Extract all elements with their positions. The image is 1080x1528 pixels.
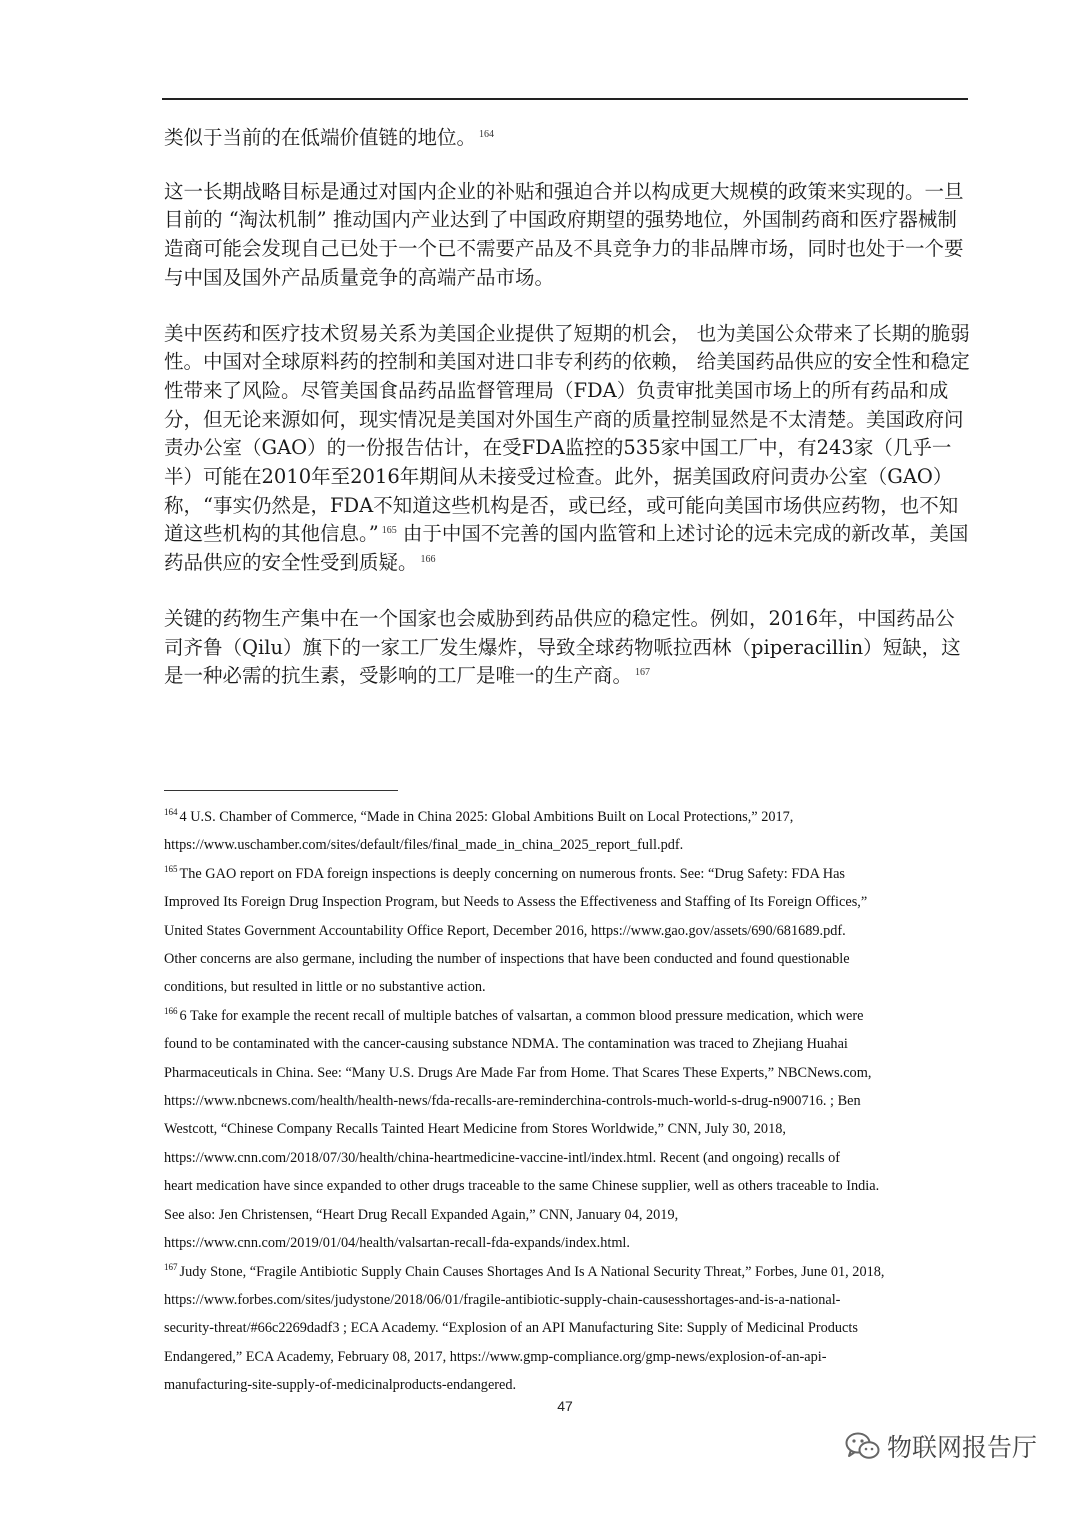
footnote-line	[164, 1201, 976, 1229]
footnote-line	[164, 1343, 976, 1371]
footnote-line	[164, 1115, 976, 1143]
footnote-line	[164, 860, 976, 888]
paragraph-text: 类似于当前的在低端价值链的地位。	[164, 126, 477, 149]
footnote-text: The GAO report on FDA foreign inspections is deeply concerning on numerous fronts. See: “Drug Safety: FDA Has	[179, 865, 845, 882]
footnote-number: 166	[164, 1005, 178, 1016]
footnote-text: Westcott, “Chinese Company Recalls Tainted Heart Medicine from Stores Worldwide,” CNN, July 30, 2018,	[164, 1121, 786, 1138]
footnote-text: https://www.cnn.com/2019/01/04/health/valsartan-recall-fda-expands/index.html.	[164, 1235, 630, 1252]
footnote-164	[164, 803, 976, 860]
footnote-text: https://www.forbes.com/sites/judystone/2018/06/01/fragile-antibiotic-supply-chain-causesshortages-and-is-a-national-	[164, 1291, 841, 1308]
footnote-text: Improved Its Foreign Drug Inspection Program, but Needs to Assess the Effectiveness and Staffing of Its Foreign Offices,”	[164, 894, 868, 911]
footnote-line	[164, 1286, 976, 1314]
watermark-text: 物联网报告厅	[887, 1433, 1038, 1462]
footnote-number: 167	[164, 1261, 178, 1272]
footnote-line	[164, 1144, 976, 1172]
footnote-text: United States Government Accountability Office Report, December 2016, https://www.gao.gov/assets/690/681689.pdf.	[164, 922, 846, 939]
footnote-line	[164, 831, 976, 859]
footnote-text: https://www.uschamber.com/sites/default/files/final_made_in_china_2025_report_full.pdf.	[164, 837, 684, 854]
footnote-text: See also: Jen Christensen, “Heart Drug Recall Expanded Again,” CNN, January 04, 2019,	[164, 1206, 679, 1223]
footnote-reference: 167	[635, 666, 651, 678]
body-paragraph	[164, 320, 970, 578]
footnote-line	[164, 803, 976, 831]
paragraph-text: 关键的药物生产集中在一个国家也会威胁到药品供应的稳定性。例如，2016年，中国药品公司齐鲁（Qilu）旗下的一家工厂发生爆炸，导致全球药物哌拉西林（piperacillin）短缺，这是一种必需的抗生素，受影响的工厂是唯一的生产商。	[164, 606, 961, 688]
footnote-text: found to be contaminated with the cancer-causing substance NDMA. The contamination was traced to Zhejiang Huahai	[164, 1036, 848, 1053]
footnote-text: https://www.nbcnews.com/health/health-news/fda-recalls-are-reminderchina-controls-much-world-s-drug-n900716. ; Ben	[164, 1093, 861, 1110]
footnote-line	[164, 1087, 976, 1115]
page-number: 47	[557, 1398, 573, 1414]
footnote-rule	[164, 790, 398, 791]
footnote-text: heart medication have since expanded to other drugs traceable to the same Chinese supplier, well as others traceable to India.	[164, 1178, 880, 1195]
footnote-line	[164, 1258, 976, 1286]
footnote-line	[164, 1030, 976, 1058]
footnote-166	[164, 1002, 976, 1258]
footnotes	[164, 803, 976, 1400]
header-rule	[162, 98, 968, 100]
footnote-text: Endangered,” ECA Academy, February 08, 2017, https://www.gmp-compliance.org/gmp-news/explosion-of-an-api-	[164, 1348, 827, 1365]
watermark	[845, 1426, 1037, 1466]
footnote-line	[164, 1314, 976, 1342]
paragraph-text: 这一长期战略目标是通过对国内企业的补贴和强迫合并以构成更大规模的政策来实现的。一旦目前的 “淘汰机制” 推动国内产业达到了中国政府期望的强势地位，外国制药商和医疗器械制造商可能会发现自己已处于一个已不需要产品及不具竞争力的非品牌市场，同时也处于一个要与中国及国外产品质量竞争的高端产品市场。	[164, 179, 964, 289]
wechat-icon	[845, 1431, 881, 1461]
footnote-reference: 164	[479, 128, 495, 140]
footnote-line	[164, 945, 976, 973]
footnote-reference: 165	[381, 524, 397, 536]
footnote-text: Judy Stone, “Fragile Antibiotic Supply Chain Causes Shortages And Is A National Security Threat,” Forbes, June 01, 2018,	[179, 1263, 885, 1280]
footnote-line	[164, 973, 976, 1001]
footnote-text: security-threat/#66c2269dadf3 ; ECA Academy. “Explosion of an API Manufacturing Site: Supply of Medicinal Products	[164, 1320, 858, 1337]
footnote-line	[164, 917, 976, 945]
footnote-167	[164, 1258, 976, 1400]
body-paragraph	[164, 605, 970, 691]
footnote-line	[164, 1229, 976, 1257]
footnote-text: Pharmaceuticals in China. See: “Many U.S. Drugs Are Made Far from Home. That Scares These Experts,” NBCNews.com,	[164, 1064, 872, 1081]
footnote-reference: 166	[420, 553, 436, 565]
footnote-line	[164, 1371, 976, 1399]
footnote-text: conditions, but resulted in little or no substantive action.	[164, 979, 486, 996]
body-paragraph	[164, 124, 970, 153]
footnote-number: 164	[164, 807, 178, 817]
body-text	[164, 124, 970, 718]
footnote-line	[164, 1059, 976, 1087]
body-paragraph	[164, 178, 970, 293]
footnote-text: 4 U.S. Chamber of Commerce, “Made in China 2025: Global Ambitions Built on Local Protections,” 2017,	[179, 809, 794, 825]
paragraph-text: 美中医药和医疗技术贸易关系为美国企业提供了短期的机会， 也为美国公众带来了长期的脆弱性。中国对全球原料药的控制和美国对进口非专利药的依赖， 给美国药品供应的安全性和稳定性带来了风险。尽管美国食品药品监督管理局（FDA）负责审批美国市场上的所有药品和成分，但无论来源如何，现实情况是美国对外国生产商的质量控制显然是不太清楚。美国政府问责办公室（GAO）的一份报告估计，在受FDA监控的535家中国工厂中，有243家（几乎一半）可能在2010年至2016年期间从未接受过检查。此外，据美国政府问责办公室（GAO）称，“事实仍然是，FDA不知道这些机构是否，或已经，或可能向美国市场供应药物，也不知道这些机构的其他信息。”	[164, 321, 970, 546]
footnote-text: https://www.cnn.com/2018/07/30/health/china-heartmedicine-vaccine-intl/index.html. Recent (and ongoing) recalls of	[164, 1149, 840, 1166]
footnote-number: 165	[164, 863, 178, 874]
footnote-165	[164, 860, 976, 1002]
footnote-line	[164, 1172, 976, 1200]
footnote-text: 6 Take for example the recent recall of multiple batches of valsartan, a common blood pressure medication, which were	[179, 1007, 864, 1024]
paragraph-text: 由于中国不完善的国内监管和上述讨论的远未完成的新改革，美国药品供应的安全性受到质疑。	[164, 522, 969, 575]
footnote-text: manufacturing-site-supply-of-medicinalproducts-endangered.	[164, 1377, 517, 1394]
footnote-line	[164, 888, 976, 916]
footnote-line	[164, 1002, 976, 1030]
footnote-text: Other concerns are also germane, including the number of inspections that have been conducted and found questionable	[164, 951, 850, 968]
